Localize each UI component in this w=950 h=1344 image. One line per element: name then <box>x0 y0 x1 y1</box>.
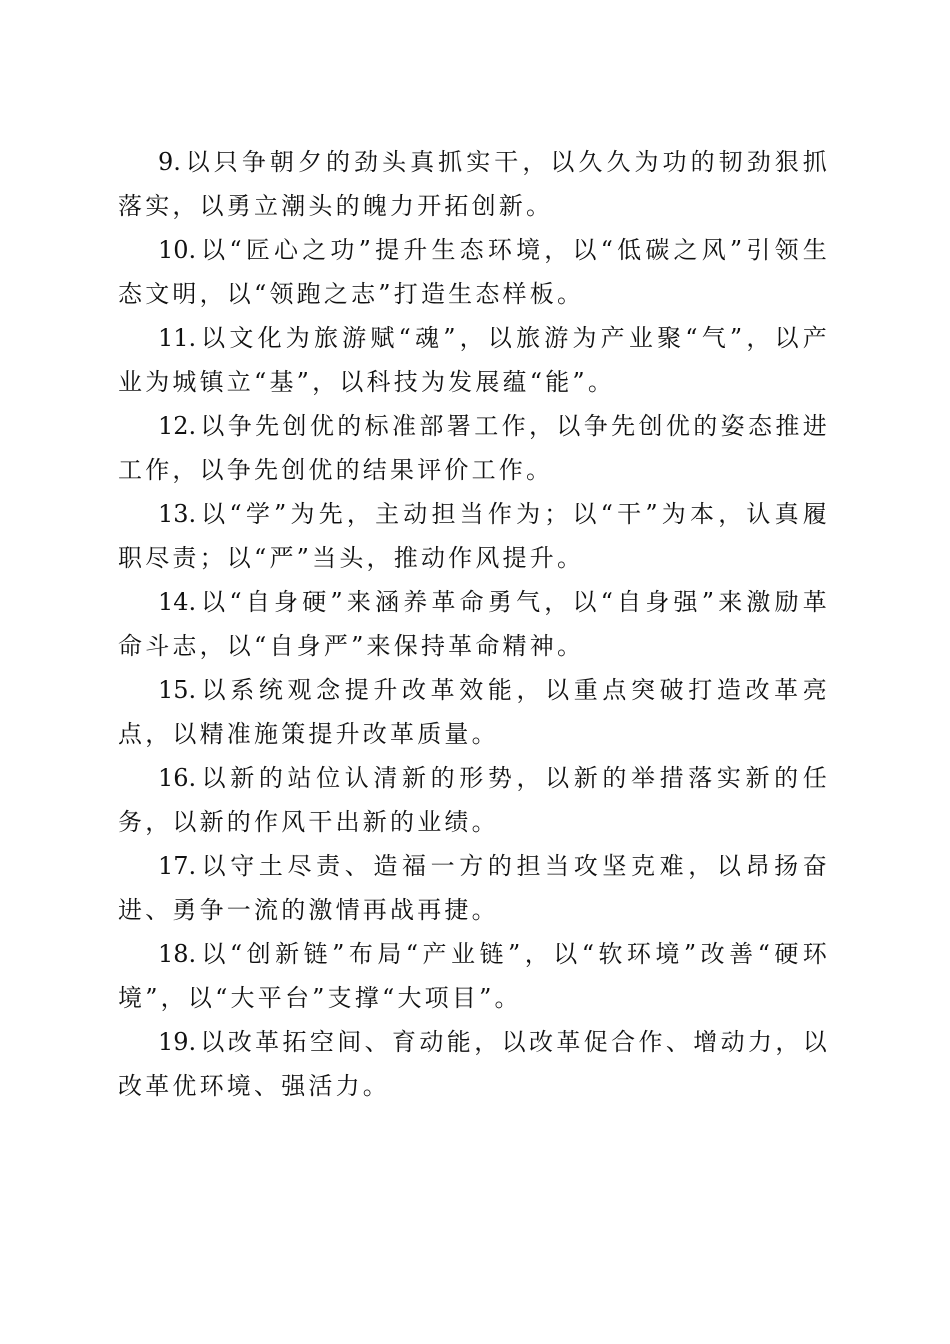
list-item <box>118 932 830 1020</box>
item-text: 以守土尽责、造福一方的担当攻坚克难，以昂扬奋进、勇争一流的激情再战再捷。 <box>118 852 830 924</box>
item-text: 以新的站位认清新的形势，以新的举措落实新的任务，以新的作风干出新的业绩。 <box>118 764 830 836</box>
list-item <box>118 140 830 228</box>
list-item <box>118 756 830 844</box>
item-text: 以“自身硬”来涵养革命勇气，以“自身强”来激励革命斗志，以“自身严”来保持革命精神。 <box>118 588 830 660</box>
item-text: 以系统观念提升改革效能，以重点突破打造改革亮点，以精准施策提升改革质量。 <box>118 676 830 748</box>
item-number: 13. <box>158 500 197 528</box>
document-body <box>118 140 830 1108</box>
item-number: 12. <box>158 412 197 440</box>
item-text: 以文化为旅游赋“魂”，以旅游为产业聚“气”，以产业为城镇立“基”，以科技为发展蕴“能”。 <box>118 324 830 396</box>
list-item <box>118 580 830 668</box>
item-text: 以只争朝夕的劲头真抓实干，以久久为功的韧劲狠抓落实，以勇立潮头的魄力开拓创新。 <box>118 148 830 220</box>
item-number: 17. <box>158 852 197 880</box>
item-number: 18. <box>158 940 197 968</box>
list-item <box>118 492 830 580</box>
list-item <box>118 228 830 316</box>
item-number: 11. <box>158 324 197 352</box>
item-number: 19. <box>158 1028 197 1056</box>
list-item <box>118 404 830 492</box>
item-number: 10. <box>158 236 197 264</box>
item-number: 9. <box>158 148 181 176</box>
item-text: 以“匠心之功”提升生态环境，以“低碳之风”引领生态文明，以“领跑之志”打造生态样板。 <box>118 236 830 308</box>
list-item <box>118 1020 830 1108</box>
item-text: 以“创新链”布局“产业链”，以“软环境”改善“硬环境”，以“大平台”支撑“大项目”。 <box>118 940 830 1012</box>
item-number: 14. <box>158 588 197 616</box>
item-number: 16. <box>158 764 197 792</box>
list-item <box>118 844 830 932</box>
item-text: 以改革拓空间、育动能，以改革促合作、增动力，以改革优环境、强活力。 <box>118 1028 830 1100</box>
list-item <box>118 668 830 756</box>
item-number: 15. <box>158 676 197 704</box>
list-item <box>118 316 830 404</box>
item-text: 以争先创优的标准部署工作，以争先创优的姿态推进工作，以争先创优的结果评价工作。 <box>118 412 830 484</box>
item-text: 以“学”为先，主动担当作为；以“干”为本，认真履职尽责；以“严”当头，推动作风提升。 <box>118 500 830 572</box>
